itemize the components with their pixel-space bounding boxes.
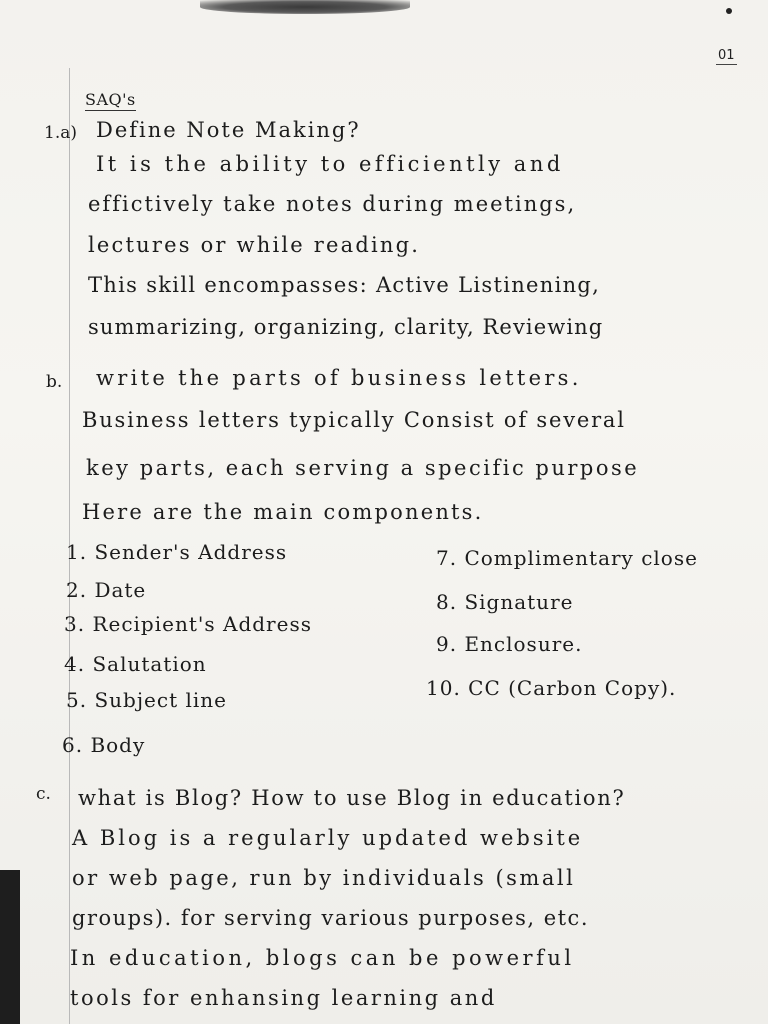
answer-1a-line-5: summarizing, organizing, clarity, Reviewing (88, 315, 604, 339)
part-item-7: 7. Complimentary close (436, 546, 698, 570)
part-item-3: 3. Recipient's Address (64, 612, 312, 636)
answer-1b-line-2: key parts, each serving a specific purpose (86, 456, 640, 480)
binding-shadow (200, 0, 410, 14)
question-marker-1b: b. (46, 372, 63, 392)
part-item-4: 4. Salutation (64, 652, 207, 676)
section-heading: SAQ's (85, 90, 136, 109)
page-number: 01 (718, 48, 735, 63)
part-item-1: 1. Sender's Address (66, 540, 288, 564)
page-edge-shadow (0, 870, 20, 1024)
answer-1a-line-3: lectures or while reading. (88, 233, 421, 257)
question-1c: what is Blog? How to use Blog in education? (78, 786, 626, 810)
part-item-5: 5. Subject line (66, 688, 227, 712)
answer-1b-line-3: Here are the main components. (82, 500, 484, 524)
answer-1c-line-3: groups). for serving various purposes, etc. (72, 906, 589, 930)
answer-1a-line-1: It is the ability to efficiently and (96, 152, 564, 176)
part-item-2: 2. Date (66, 578, 147, 602)
question-1b: write the parts of business letters. (96, 366, 582, 390)
answer-1c-line-5: tools for enhansing learning and (70, 986, 497, 1010)
answer-1c-line-4: In education, blogs can be powerful (70, 946, 575, 970)
part-item-9: 9. Enclosure. (436, 632, 583, 656)
answer-1a-line-2: effictively take notes during meetings, (88, 192, 577, 216)
answer-1a-line-4: This skill encompasses: Active Listinening, (88, 273, 601, 297)
part-item-8: 8. Signature (436, 590, 574, 614)
part-item-6: 6. Body (62, 733, 146, 757)
part-item-10: 10. CC (Carbon Copy). (426, 676, 677, 700)
question-1a: Define Note Making? (96, 118, 361, 142)
ink-dot (726, 8, 732, 14)
answer-1c-line-1: A Blog is a regularly updated website (72, 826, 584, 850)
question-marker-1c: c. (36, 784, 51, 804)
answer-1c-line-2: or web page, run by individuals (small (72, 866, 576, 890)
answer-1b-line-1: Business letters typically Consist of several (82, 408, 626, 432)
question-marker-1a: 1.a) (44, 123, 77, 143)
